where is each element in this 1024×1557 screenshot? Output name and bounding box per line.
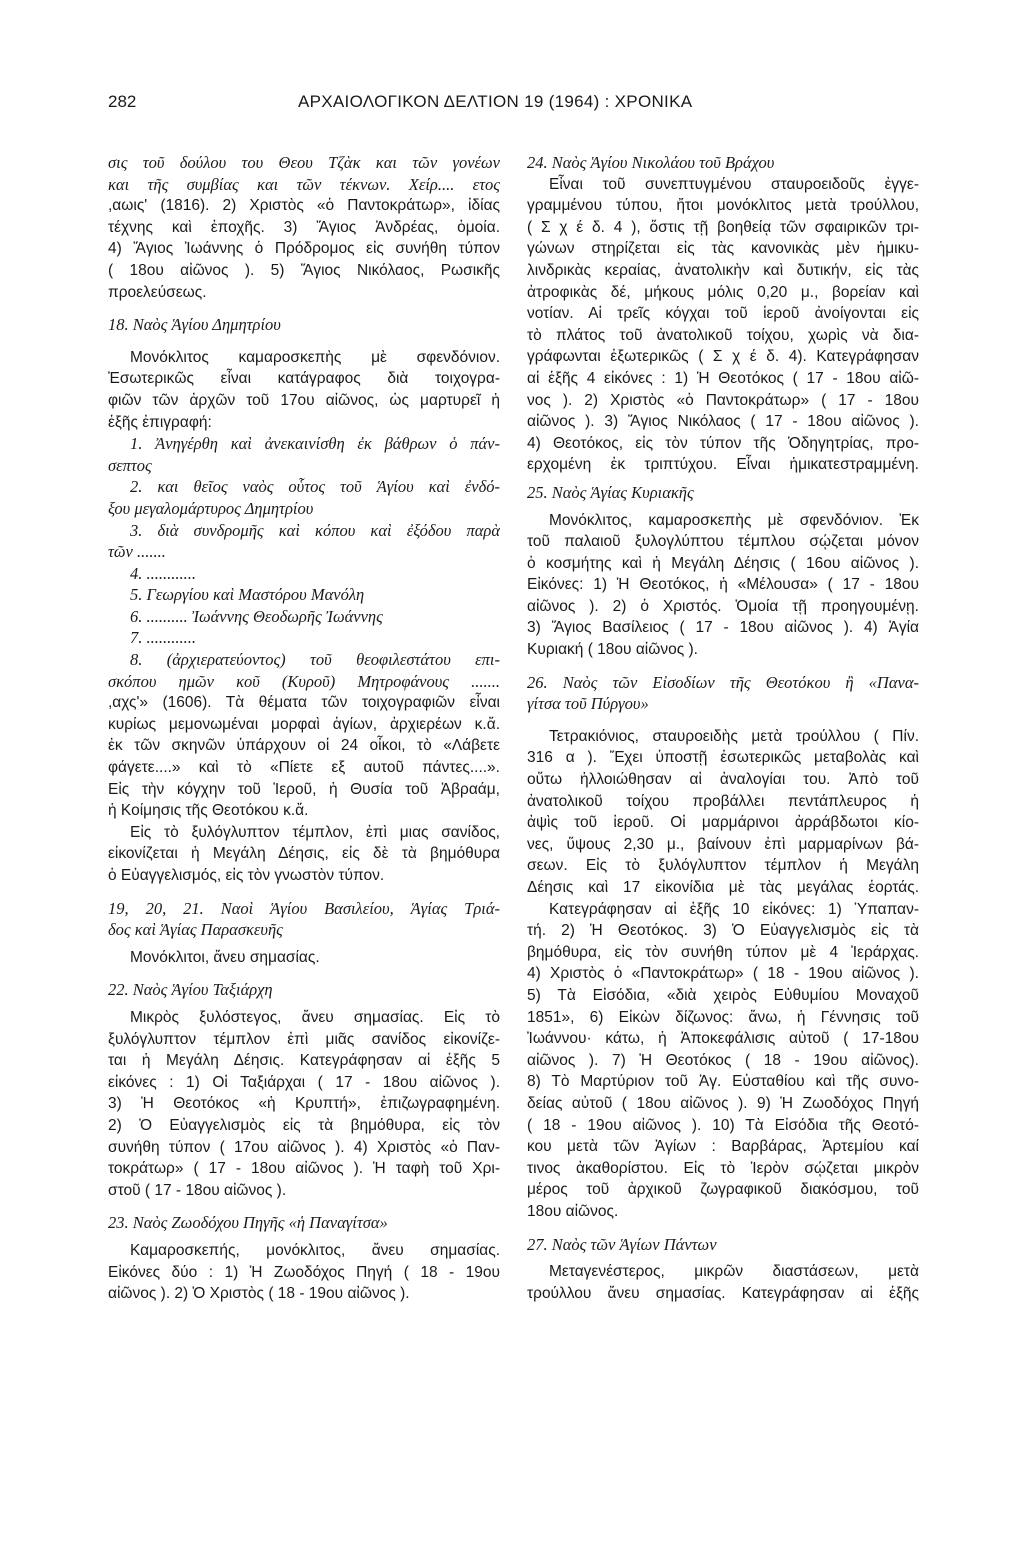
text-line: τρούλλου ἄνευ σημασίας. Κατεγράφησαν αἱ ἑξῆς	[527, 1284, 919, 1302]
text-line: 3) Ἡ Θεοτόκος «ἡ Κρυπτή», ἐπιζωγραφημένη.	[108, 1095, 500, 1113]
paragraph-gap	[108, 303, 500, 314]
text-line: εἰκόνες : 1) Οἱ Ταξιάρχαι ( 17 - 18ου αἰῶνος ).	[108, 1073, 500, 1091]
text-line: κου μετὰ τῶν Ἁγίων : Βαρβάρας, Ἀρτεμίου καί	[527, 1138, 919, 1156]
text-line: λινδρικὰς κεραίας, ἀνατολικὴν καὶ δυτικήν, εἰς τὰς	[527, 261, 919, 279]
text-line: 3. διὰ συνδρομῆς καὶ κόπου καὶ ἐξόδου παρὰ	[130, 520, 500, 540]
text-line: 19, 20, 21. Ναοὶ Ἁγίου Βασιλείου, Ἁγίας Τριά-	[108, 898, 500, 918]
text-line: και τῆς συμβίας και τῶν τέκνων. Χείρ.... ετος	[108, 174, 500, 194]
text-line: Εἰκόνες δύο : 1) Ἡ Ζωοδόχος Πηγή ( 18 - 19ου	[108, 1263, 500, 1281]
text-line: Μεταγενέστερος, μικρῶν διαστάσεων, μετὰ	[549, 1263, 919, 1281]
text-line: ἀψὶς τοῦ ἱεροῦ. Οἱ μαρμάρινοι ἀρράβδωτοι κίο-	[527, 814, 919, 832]
text-line: ἑξῆς ἐπιγραφή:	[108, 413, 212, 431]
text-line: 4) Χριστὸς ὁ «Παντοκράτωρ» ( 18 - 19ου αἰῶνος ).	[527, 965, 919, 983]
text-line: τῶν .......	[108, 542, 166, 562]
text-line: Κατεγράφησαν αἱ ἑξῆς 10 εἰκόνες: 1) Ὑπαπαν-	[549, 900, 919, 918]
paragraph-gap	[108, 1201, 500, 1212]
text-line: ὁ Εὐαγγελισμός, εἰς τὸν γνωστὸν τύπον.	[108, 867, 385, 884]
text-line: τινος ἀκαθορίστου. Εἰς τὸ Ἱερὸν σῴζεται μικρὸν	[527, 1159, 919, 1177]
text-line: Κυριακή ( 18ου αἰῶνος ).	[527, 641, 698, 659]
text-line: 8. (ἀρχιερατεύοντος) τοῦ θεοφιλεστάτου επι-	[130, 650, 500, 670]
text-line: ἐκ τῶν σκηνῶν ὑπάρχουν οἱ 24 οἶκοι, τὸ «Λάβετε	[108, 737, 500, 755]
text-line: ἀνατολικοῦ τοίχου προβάλλει πεντάπλευρος ἡ	[527, 792, 919, 810]
text-line: Μικρὸς ξυλόστεγος, ἄνευ σημασίας. Εἰς τὸ	[130, 1008, 500, 1026]
text-line: 7. ............	[130, 628, 196, 648]
text-line: 18. Ναὸς Ἁγίου Δημητρίου	[108, 315, 281, 335]
text-line: τὸ πλάτος τοῦ ἀνατολικοῦ τοίχου, χωρὶς νὰ δια-	[527, 326, 919, 344]
text-line: ξου μεγαλομάρτυρος Δημητρίου	[108, 498, 314, 518]
text-line: Μονόκλιτος, καμαροσκεπὴς μὲ σφενδόνιον. Ἐκ	[549, 511, 919, 529]
text-line: 1851», 6) Εἰκὼν δίζωνος: ἄνω, ἡ Γέννησις τοῦ	[527, 1008, 919, 1026]
text-line: τέχνης καὶ ἐποχῆς. 3) Ἅγιος Ἀνδρέας, ὁμοία.	[108, 218, 500, 236]
text-line: Ἰωάννου· κάτω, ἡ Ἀποκεφάλισις αὐτοῦ ( 17-18ου	[527, 1030, 919, 1048]
paragraph-gap	[108, 968, 500, 979]
text-line: 4) Ἅγιος Ἰωάννης ὁ Πρόδρομος εἰς συνήθη τύπον	[108, 240, 500, 258]
text-line: εἰκονίζεται ἡ Μεγάλη Δέησις, εἰς δὲ τὰ βημόθυρα	[108, 845, 500, 863]
text-line: αἰῶνος ). 7) Ἡ Θεοτόκος ( 18 - 19ου αἰῶνος).	[527, 1051, 919, 1069]
text-line: σεων. Εἰς τὸ ξυλόγλυπτον τέμπλον ἡ Μεγάλη	[527, 857, 919, 875]
text-line: 5. Γεωργίου καὶ Μαστόρου Μανόλη	[130, 585, 365, 605]
text-line: 5) Τὰ Εἰσόδια, «διὰ χειρὸς Εὐθυμίου Μοναχοῦ	[527, 986, 919, 1004]
page-header	[108, 92, 918, 118]
text-line: Μονόκλιτος καμαροσκεπὴς μὲ σφενδόνιον.	[130, 348, 500, 366]
page-number: 282	[108, 92, 137, 111]
text-line: 27. Ναὸς τῶν Ἁγίων Πάντων	[527, 1234, 717, 1254]
text-line: Ἐσωτερικῶς εἶναι κατάγραφος διὰ τοιχογρα-	[108, 370, 500, 388]
text-line: νες, ὕψους 2,30 μ., βαίνουν ἐπὶ μαρμαρίνων βά-	[527, 835, 919, 853]
text-line: ξυλόγλυπτον τέμπλον ἐπὶ μιᾶς σανίδος εἰκονίζε-	[108, 1030, 500, 1048]
text-line: αἰῶνος ). 3) Ἅγιος Νικόλαος ( 17 - 18ου αἰῶνος ).	[527, 413, 919, 431]
text-line: ἀτροφικὰς δέ, μήκους μόλις 0,20 μ., βορείαν καὶ	[527, 283, 919, 301]
text-line: κυρίως μεμονωμέναι μορφαὶ ἁγίων, ἀρχιερέων κ.ἄ.	[108, 715, 500, 733]
running-title: ΑΡΧΑΙΟΛΟΓΙΚΟΝ ΔΕΛΤΙΟΝ 19 (1964) : ΧΡΟΝΙΚΑ	[298, 92, 693, 111]
text-line: 316 α ). Ἔχει ὑποστῇ ἐσωτερικῶς μεταβολὰς καὶ	[527, 749, 919, 767]
text-line: Εἶναι τοῦ συνεπτυγμένου σταυροειδοῦς ἐγγε-	[549, 175, 919, 193]
right-column	[527, 152, 919, 1304]
text-line: αἰῶνος ). 2) Ὁ Χριστὸς ( 18 - 19ου αἰῶνος ).	[108, 1285, 410, 1303]
text-line: 22. Ναὸς Ἁγίου Ταξιάρχη	[108, 980, 273, 1000]
text-line: 18ου αἰῶνος.	[527, 1202, 619, 1220]
text-line: ἡ Κοίμησις τῆς Θεοτόκου κ.ἄ.	[108, 802, 309, 820]
text-line: γραμμένου τύπου, ἤτοι μονόκλιτος μετὰ τρούλλου,	[527, 197, 919, 215]
text-line: οὕτω ἠλλοιώθησαν αἱ ἀναλογίαι του. Ἀπὸ τοῦ	[527, 771, 919, 789]
text-line: ( Σ χ έ δ. 4 ), ὅστις τῇ βοηθείᾳ τῶν σφαιρικῶν τρι-	[527, 218, 919, 236]
paragraph-gap	[108, 887, 500, 898]
text-line: ,αωις' (1816). 2) Χριστὸς «ὁ Παντοκράτωρ», ἰδίας	[108, 197, 500, 215]
text-line: Εἰς τὸ ξυλόγλυπτον τέμπλον, ἐπὶ μιας σανίδος,	[130, 823, 500, 841]
paragraph-gap	[527, 1223, 919, 1234]
text-line: Μονόκλιτοι, ἄνευ σημασίας.	[130, 948, 320, 966]
text-line: νος ). 2) Χριστὸς «ὁ Παντοκράτωρ» ( 17 - 18ου	[527, 391, 919, 409]
text-line: 1. Ἀνηγέρθη καὶ ἀνεκαινίσθη ἐκ βάθρων ὁ πάν-	[130, 434, 500, 454]
text-line: αἰῶνος ). 2) ὁ Χριστός. Ὁμοία τῇ προηγουμένῃ.	[527, 597, 919, 615]
text-line: Τετρακιόνιος, σταυροειδὴς μετὰ τρούλλου ( Πίν.	[549, 727, 919, 745]
text-line: 24. Ναὸς Ἁγίου Νικολάου τοῦ Βράχου	[527, 153, 775, 172]
text-line: ,αχς'» (1606). Τὰ θέματα τῶν τοιχογραφιῶν εἶναι	[108, 694, 500, 712]
text-line: 2) Ὁ Εὐαγγελισμὸς εἰς τὰ βημόθυρα, εἰς τὸν	[108, 1116, 500, 1134]
text-line: μέρος τοῦ ἀρχικοῦ ζωγραφικοῦ διακόσμου, τοῦ	[527, 1181, 919, 1199]
text-line: 6. .......... Ἰωάννης Θεοδωρῆς Ἰωάννης	[130, 606, 383, 626]
text-line: γράφωνται ἐξωτερικῶς ( Σ χ έ δ. 4). Κατεγράφησαν	[527, 348, 919, 366]
text-line: στοῦ ( 17 - 18ου αἰῶνος ).	[108, 1181, 287, 1199]
text-line: Καμαροσκεπής, μονόκλιτος, ἄνευ σημασίας.	[130, 1241, 500, 1259]
text-line: νοτίαν. Αἱ τρεῖς κόγχαι τοῦ ἱεροῦ ἀνοίγονται εἰς	[527, 305, 919, 323]
text-line: Εἰκόνες: 1) Ἡ Θεοτόκος, ἡ «Μέλουσα» ( 17 - 18ου	[527, 576, 919, 594]
text-line: Δέησις καὶ 17 εἰκονίδια μὲ τὰς μεγάλας ἑορτάς.	[527, 879, 919, 896]
text-line: δείας αὐτοῦ ( 18ου αἰῶνος ). 9) Ἡ Ζωοδόχος Πηγή	[527, 1094, 919, 1112]
paragraph-gap	[527, 715, 919, 726]
text-line: ται ἡ Μεγάλη Δέησις. Κατεγράφησαν αἱ ἑξῆς 5	[108, 1052, 500, 1070]
text-line: ὁ κοσμήτης καὶ ἡ Μεγάλη Δέησις ( 16ου αἰῶνος ).	[527, 554, 919, 572]
text-line: ερχομένη ἐκ τριπτύχου. Εἶναι ἡμικατεστραμμένη.	[527, 456, 919, 474]
text-line: αἱ ἑξῆς 4 εἰκόνες : 1) Ἡ Θεοτόκος ( 17 - 18ου αἰῶ-	[527, 369, 919, 387]
text-line: σκόπου ημῶν κοῦ (Κυροῦ) Μητροφάνους .......	[108, 671, 500, 691]
text-line: 2. και θεῖος ναὸς οὗτος τοῦ Ἁγίου καὶ ἐνδό-	[130, 477, 500, 497]
text-line: 8) Τὸ Μαρτύριον τοῦ Ἁγ. Εὐσταθίου καὶ τῆς συνο-	[527, 1073, 919, 1091]
paragraph-gap	[108, 336, 500, 347]
text-line: προελεύσεως.	[108, 283, 207, 301]
text-line: τοῦ παλαιοῦ ξυλογλύπτου τέμπλου σῴζεται μόνον	[527, 533, 919, 551]
text-line: τή. 2) Ἡ Θεοτόκος. 3) Ὁ Εὐαγγελισμὸς εἰς τὰ	[527, 922, 919, 940]
paragraph-gap	[527, 661, 919, 672]
text-line: 4. ............	[130, 563, 196, 583]
text-line: 23. Ναὸς Ζωοδόχου Πηγῆς «ἡ Παναγίτσα»	[108, 1213, 388, 1233]
text-line: 3) Ἅγιος Βασίλειος ( 17 - 18ου αἰῶνος ). 4) Ἁγία	[527, 619, 919, 637]
text-line: Εἰς τὴν κόγχην τοῦ Ἱεροῦ, ἡ Θυσία τοῦ Ἀβραάμ,	[108, 780, 500, 798]
text-line: φάγετε....» καὶ τὸ «Πίετε εξ αυτοῦ πάντες....».	[108, 759, 500, 777]
text-line: 26. Ναὸς τῶν Εἰσοδίων τῆς Θεοτόκου ἢ «Πανα-	[527, 672, 919, 692]
text-line: ( 18 - 19ου αἰῶνος ). 10) Τὰ Εἰσόδια τῆς Θεοτό-	[527, 1116, 919, 1134]
text-line: 25. Ναὸς Ἁγίας Κυριακῆς	[527, 482, 694, 502]
text-line: σις τοῦ δούλου του Θεου Τζὰκ και τῶν γονέων	[108, 153, 500, 172]
text-line: γίτσα τοῦ Πύργου»	[527, 694, 649, 714]
text-line: φιῶν τῶν ἀρχῶν τοῦ 17ου αἰῶνος, ὡς μαρτυρεῖ ἡ	[108, 391, 500, 409]
text-line: τοκράτωρ» ( 17 - 18ου αἰῶνος ). Ἡ ταφὴ τοῦ Χρι-	[108, 1160, 500, 1178]
text-line: ( 18ου αἰῶνος ). 5) Ἅγιος Νικόλαος, Ρωσικῆς	[108, 261, 500, 279]
text-line: γώνων στηρίζεται εἰς τὰς κανονικὰς μὲν ἡμικυ-	[527, 240, 919, 258]
left-column	[108, 152, 500, 1305]
text-line: συνήθη τύπον ( 17ου αἰῶνος ). 4) Χριστὸς «ὁ Παν-	[108, 1138, 500, 1156]
text-line: βημόθυρα, εἰς τὸν συνήθη τύπον μὲ 4 Ἱεράρχας.	[527, 943, 919, 961]
text-line: σεπτος	[108, 455, 152, 475]
text-line: 4) Θεοτόκος, εἰς τὸν τύπον τῆς Ὁδηγητρίας, προ-	[527, 434, 919, 452]
text-line: δος καὶ Ἁγίας Παρασκευῆς	[108, 920, 283, 940]
